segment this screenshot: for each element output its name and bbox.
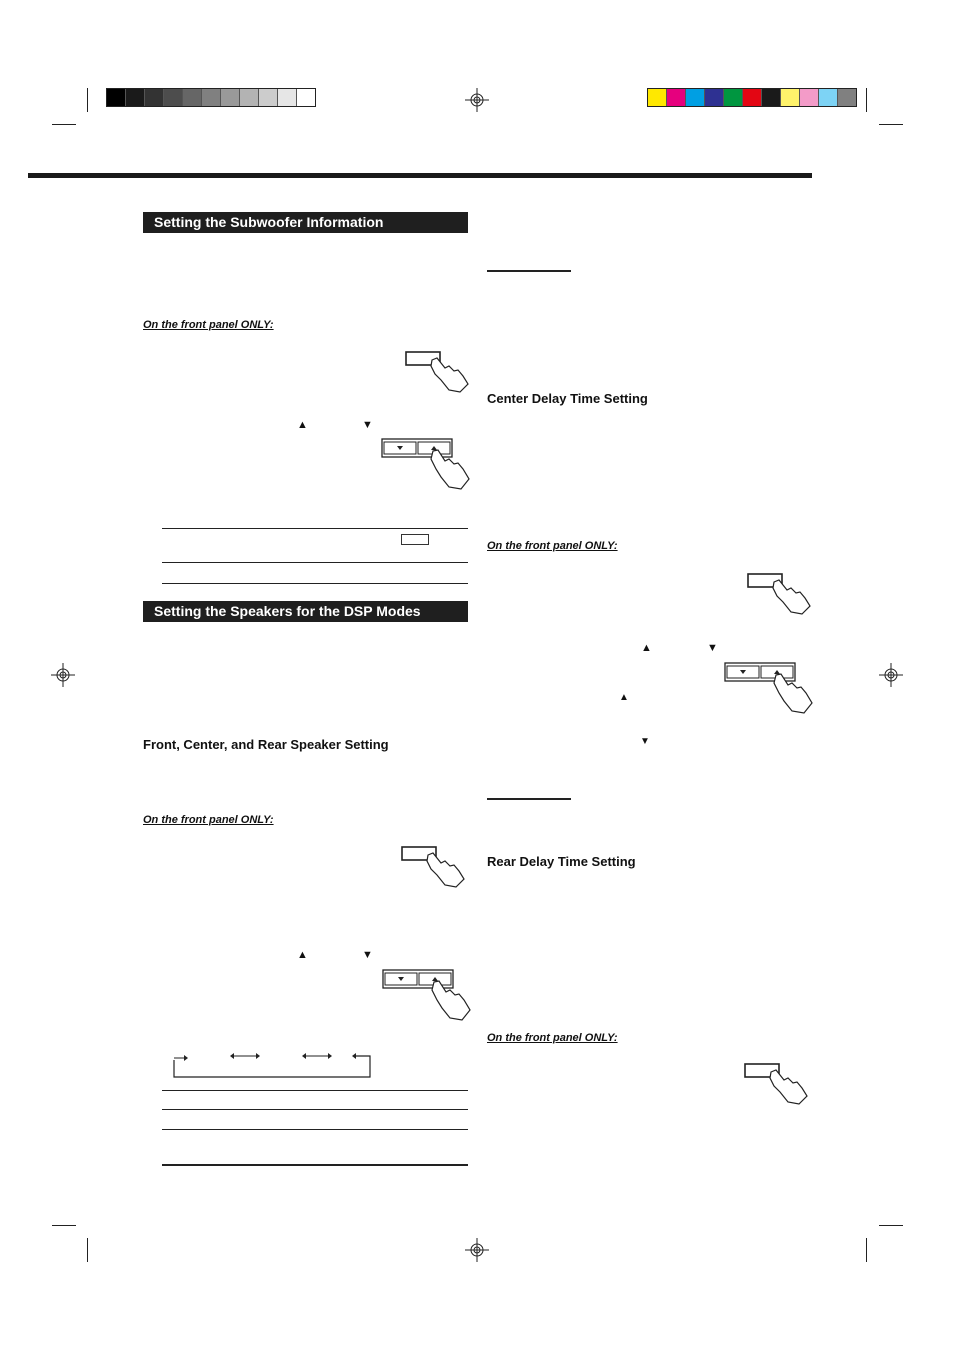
color-swatch [126,89,145,106]
crop-mark [87,88,88,112]
up-triangle-icon: ▲ [641,642,652,654]
color-swatch [278,89,297,106]
crop-mark [879,1225,903,1226]
subwoofer-section-heading: Setting the Subwoofer Information [143,212,468,233]
front-panel-only-note: On the front panel ONLY: [487,540,618,552]
press-button-icon [400,845,468,889]
table-rule [162,583,468,584]
display-indicator-icon [401,534,429,545]
color-swatch [259,89,278,106]
registration-mark-icon [465,1238,489,1262]
color-swatch [221,89,240,106]
table-rule [162,1109,468,1110]
press-button-icon [746,572,814,616]
color-swatch [686,89,705,106]
table-rule [162,1090,468,1091]
table-rule [162,562,468,563]
table-rule [162,1129,468,1130]
speaker-setting-subheading: Front, Center, and Rear Speaker Setting [143,737,389,752]
section-rule [487,798,571,800]
table-rule [162,528,468,529]
down-triangle-icon: ▼ [362,949,373,961]
color-swatch [800,89,819,106]
color-swatch [819,89,838,106]
press-button-icon [743,1062,811,1106]
color-swatch [705,89,724,106]
down-triangle-icon: ▼ [362,419,373,431]
crop-mark [879,124,903,125]
color-swatch [667,89,686,106]
registration-mark-icon [879,663,903,687]
crop-mark [866,1238,867,1262]
color-swatch [240,89,259,106]
front-panel-only-note: On the front panel ONLY: [143,814,274,826]
color-swatch [145,89,164,106]
crop-mark [866,88,867,112]
section-rule [487,270,571,272]
color-swatch [762,89,781,106]
press-button-icon [405,350,471,394]
color-swatch [781,89,800,106]
up-triangle-icon: ▲ [619,692,629,703]
crop-mark [52,1225,76,1226]
down-triangle-icon: ▼ [707,642,718,654]
registration-mark-icon [51,663,75,687]
down-triangle-icon: ▼ [640,736,650,747]
color-swatch [297,89,315,106]
color-swatch [202,89,221,106]
table-rule [162,1164,468,1166]
dsp-section-heading: Setting the Speakers for the DSP Modes [143,601,468,622]
up-down-buttons-icon [382,968,474,1022]
color-swatch [724,89,743,106]
rear-delay-subheading: Rear Delay Time Setting [487,854,636,869]
up-triangle-icon: ▲ [297,419,308,431]
color-bar [647,88,857,107]
color-swatch [107,89,126,106]
registration-mark-icon [465,88,489,112]
up-down-buttons-icon [381,437,473,491]
color-swatch [183,89,202,106]
front-panel-only-note: On the front panel ONLY: [487,1032,618,1044]
grayscale-bar [106,88,316,107]
up-triangle-icon: ▲ [297,949,308,961]
color-swatch [838,89,856,106]
center-delay-subheading: Center Delay Time Setting [487,391,648,406]
color-swatch [743,89,762,106]
cycle-diagram-icon [170,1050,374,1080]
front-panel-only-note: On the front panel ONLY: [143,319,274,331]
page-top-rule [28,173,812,178]
crop-mark [52,124,76,125]
color-swatch [648,89,667,106]
color-swatch [164,89,183,106]
up-down-buttons-icon [724,661,816,715]
crop-mark [87,1238,88,1262]
